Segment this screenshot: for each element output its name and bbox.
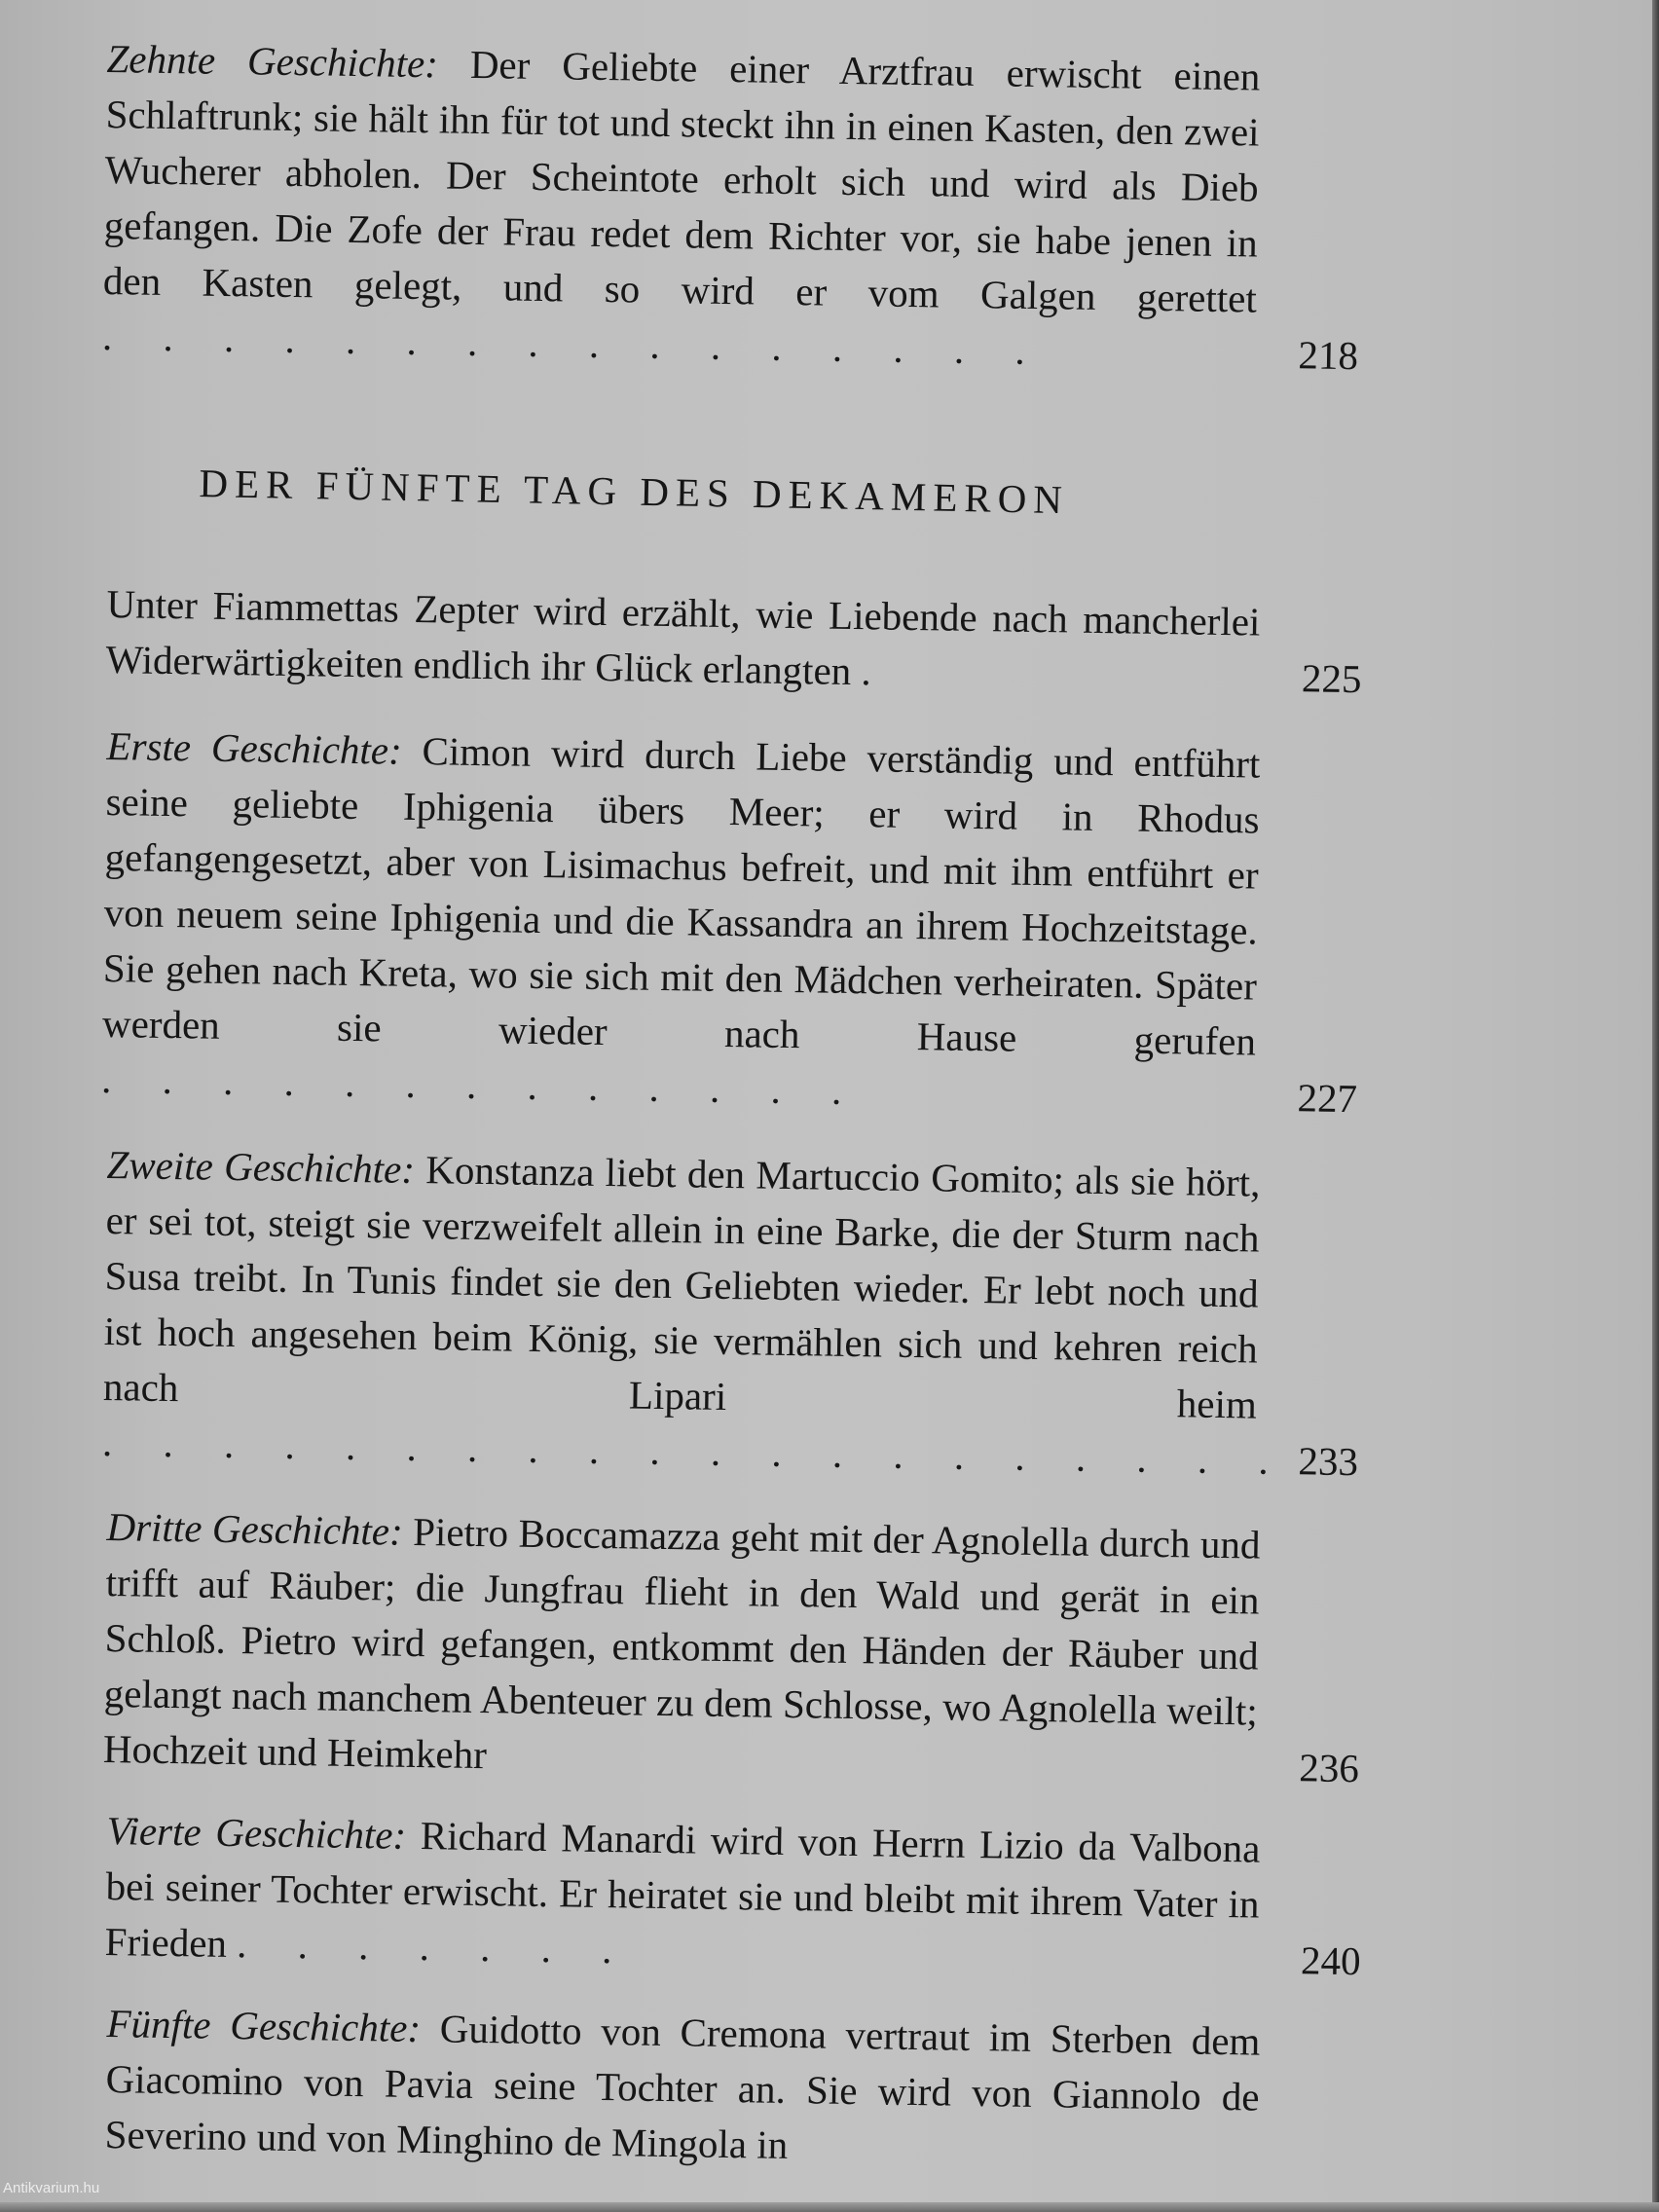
toc-entry-text: Konstanza liebt den Martuccio Gomito; als sie hört, er sei tot, steigt sie verzweifelt allein in eine Barke, die der Sturm nach Susa treibt. In Tunis findet sie den Geliebten wieder. Er lebt noch und ist hoch angesehen beim König, sie vermählen sich und kehren reich nach Lipari heim (102, 1147, 1261, 1427)
toc-entry-title: Erste Geschichte: (106, 722, 403, 773)
toc-entry-text: Unter Fiammettas Zepter wird erzählt, wie Liebende nach mancherlei Widerwärtigkeiten endlich ihr Glück erlangten (105, 580, 1261, 694)
toc-page-number: 236 (1298, 1745, 1360, 1791)
toc-page-number: 218 (1298, 332, 1359, 379)
toc-entry-zehnte-geschichte (102, 31, 1363, 384)
toc-entry-title: Vierte Geschichte: (106, 1807, 407, 1858)
toc-entry-text: Guidotto von Cremona vertraut im Sterben dem Giacomino von Pavia seine Tochter an. Sie wird von Giannolo de Severino und von Minghino de Mingola in (104, 2006, 1261, 2167)
toc-entry-intro (105, 576, 1363, 707)
page-edge-shadow-bottom (0, 2202, 1659, 2212)
toc-entry-body (101, 719, 1261, 1125)
toc-dot-leader: . . . . . . . . . . . . . . . . (101, 313, 1047, 374)
toc-entry-erste-geschichte (101, 719, 1363, 1126)
toc-entry-title: Zweite Geschichte: (106, 1141, 416, 1192)
toc-entry-text: Pietro Boccamazza geht mit der Agnolella durch und trifft auf Räuber; die Jungfrau flieht in den Wald und gerät in ein Schloß. Pietro wird gefangen, entkommt den Händen der Räuber und gelangt nach manchem Abenteuer zu dem Schlosse, wo Agnolella weilt; Hochzeit und Heimkehr (102, 1508, 1261, 1778)
toc-entry-body (104, 1803, 1261, 1988)
toc-entry-body (105, 576, 1261, 706)
toc-dot-leader: . (861, 648, 893, 694)
toc-entry-text: Richard Manardi wird von Herrn Lizio da Valbona bei seiner Tochter erwischt. Er heiratet sie und bleibt mit ihrem Vater in Frieden (104, 1813, 1261, 1966)
toc-entry-vierte-geschichte (104, 1803, 1363, 1989)
toc-entry-title: Zehnte Geschichte: (106, 35, 439, 87)
toc-entry-title: Dritte Geschichte: (106, 1503, 404, 1554)
toc-dot-leader: . . . . . . . . . . . . . . . . . . . . (101, 1419, 1290, 1484)
toc-entry-body (104, 1996, 1261, 2181)
toc-entry-body (101, 1137, 1290, 1489)
toc-entry-text: Der Geliebte einer Arztfrau erwischt einen Schlaftrunk; sie hält ihn für tot und steckt ihn in einen Kasten, den zwei Wucherer abholen. Der Scheintote erholt sich und wird als Dieb gefangen. Die Zofe der Frau redet dem Richter vor, sie habe jenen in den Kasten gelegt, und so wird er vom Galgen gerettet (102, 41, 1261, 321)
toc-entry-text: Cimon wird durch Liebe verständig und entführt seine geliebte Iphigenia übers Meer; er wird in Rhodus gefangengesetzt, aber von Lisimachus befreit, und mit ihm entführt er von neuem seine Iphigenia und die Kassandra an ihrem Hochzeitstage. Sie gehen nach Kreta, wo sie sich mit den Mädchen verheiraten. Später werden sie wieder nach Hause gerufen (101, 728, 1261, 1064)
toc-entry-dritte-geschichte (103, 1499, 1363, 1796)
toc-entry-fuenfte-geschichte (104, 1996, 1363, 2182)
toc-entry-body (102, 31, 1261, 383)
toc-dot-leader: . . . . . . . . . . . . . (100, 1055, 863, 1114)
page-edge-shadow-right (1652, 0, 1659, 2212)
toc-page-number: 227 (1297, 1075, 1358, 1122)
toc-entry-title: Fünfte Geschichte: (106, 2000, 422, 2051)
toc-entry-body (103, 1499, 1261, 1795)
section-heading: DER FÜNFTE TAG DES DEKAMERON (199, 460, 1070, 523)
toc-page-number: 233 (1298, 1438, 1359, 1485)
toc-page-number: 225 (1301, 655, 1362, 702)
toc-page-number: 240 (1300, 1937, 1361, 1984)
watermark: Antikvarium.hu (3, 2180, 100, 2196)
toc-dot-leader: . . . . . . . (236, 1921, 633, 1972)
toc-entry-zweite-geschichte (102, 1137, 1363, 1490)
